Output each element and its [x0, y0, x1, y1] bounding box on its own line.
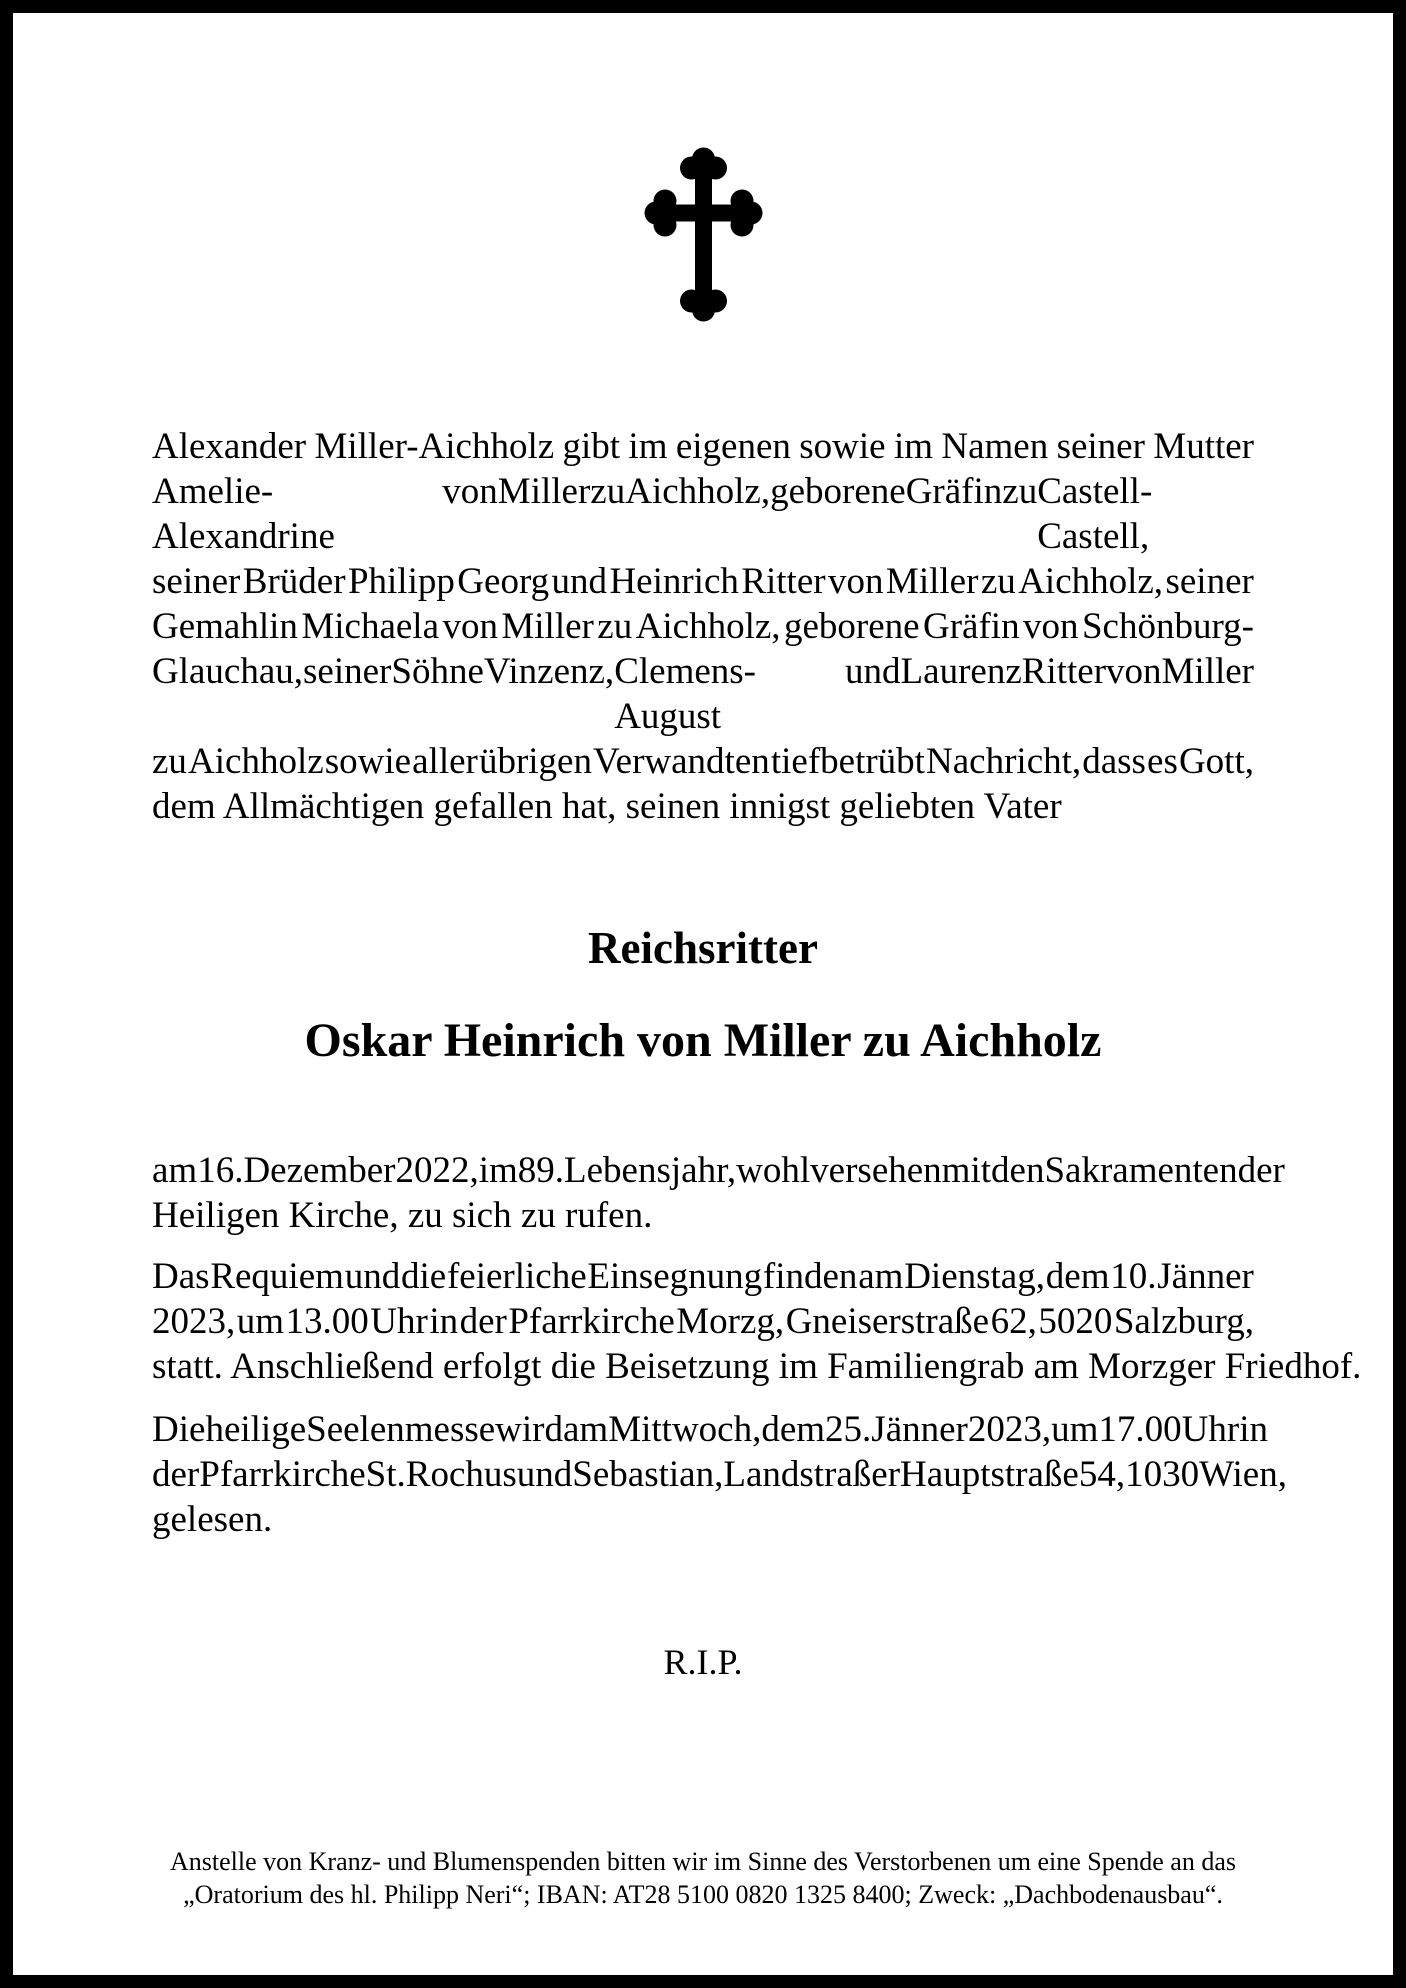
text-line: Glauchau, seiner Söhne Vinzenz, Clemens-August und Laurenz Ritter von Miller — [152, 651, 1254, 737]
text-line: Amelie-Alexandrine von Miller zu Aichholz, geborene Gräfin zu Castell-Castell, — [152, 471, 1153, 557]
text-line: gelesen. — [152, 1499, 273, 1540]
text-line: dem Allmächtigen gefallen hat, seinen innigst geliebten Vater — [152, 786, 1062, 827]
text-line: Heiligen Kirche, zu sich zu rufen. — [152, 1195, 653, 1236]
text-line: „Oratorium des hl. Philipp Neri“; IBAN: AT28 5100 0820 1325 8400; Zweck: „Dachbodenausbau“. — [183, 1880, 1223, 1909]
title-reichsritter: Reichsritter — [588, 923, 818, 973]
text-line: Das Requiem und die feierliche Einsegnung finden am Dienstag, dem 10. Jänner — [152, 1256, 1254, 1297]
text-line: statt. Anschließend erfolgt die Beisetzung im Familiengrab am Morzger Friedhof. — [152, 1346, 1362, 1387]
page-content — [13, 147, 1393, 1911]
intro-paragraph — [152, 424, 1254, 829]
rip-text: R.I.P. — [663, 1642, 743, 1682]
seelenmesse-paragraph — [152, 1407, 1287, 1542]
text-line: am 16. Dezember 2022, im 89. Lebensjahr, wohlversehen mit den Sakramenten der — [152, 1150, 1285, 1191]
text-line: Gemahlin Michaela von Miller zu Aichholz, geborene Gräfin von Schönburg- — [152, 606, 1254, 647]
text-line: 2023, um 13.00 Uhr in der Pfarrkirche Morzg, Gneiserstraße 62, 5020 Salzburg, — [152, 1301, 1254, 1342]
text-line: seiner Brüder Philipp Georg und Heinrich Ritter von Miller zu Aichholz, seiner — [152, 561, 1254, 602]
text-line: Anstelle von Kranz- und Blumenspenden bitten wir im Sinne des Verstorbenen um eine Spende an das — [169, 1847, 1236, 1876]
text-line: Die heilige Seelenmesse wird am Mittwoch, dem 25. Jänner 2023, um 17.00 Uhr in — [152, 1409, 1268, 1450]
requiem-paragraph — [152, 1254, 1362, 1389]
text-line: der Pfarrkirche St. Rochus und Sebastian, Landstraßer Hauptstraße 54, 1030 Wien, — [152, 1454, 1287, 1495]
text-line: zu Aichholz sowie aller übrigen Verwandten tiefbetrübt Nachricht, dass es Gott, — [152, 741, 1254, 782]
deceased-name: Oskar Heinrich von Miller zu Aichholz — [304, 1014, 1102, 1067]
budded-cross-icon — [642, 147, 765, 322]
death-details-paragraph — [152, 1148, 1285, 1238]
donation-note — [152, 1845, 1254, 1911]
text-line: Alexander Miller-Aichholz gibt im eigenen sowie im Namen seiner Mutter — [152, 426, 1254, 467]
